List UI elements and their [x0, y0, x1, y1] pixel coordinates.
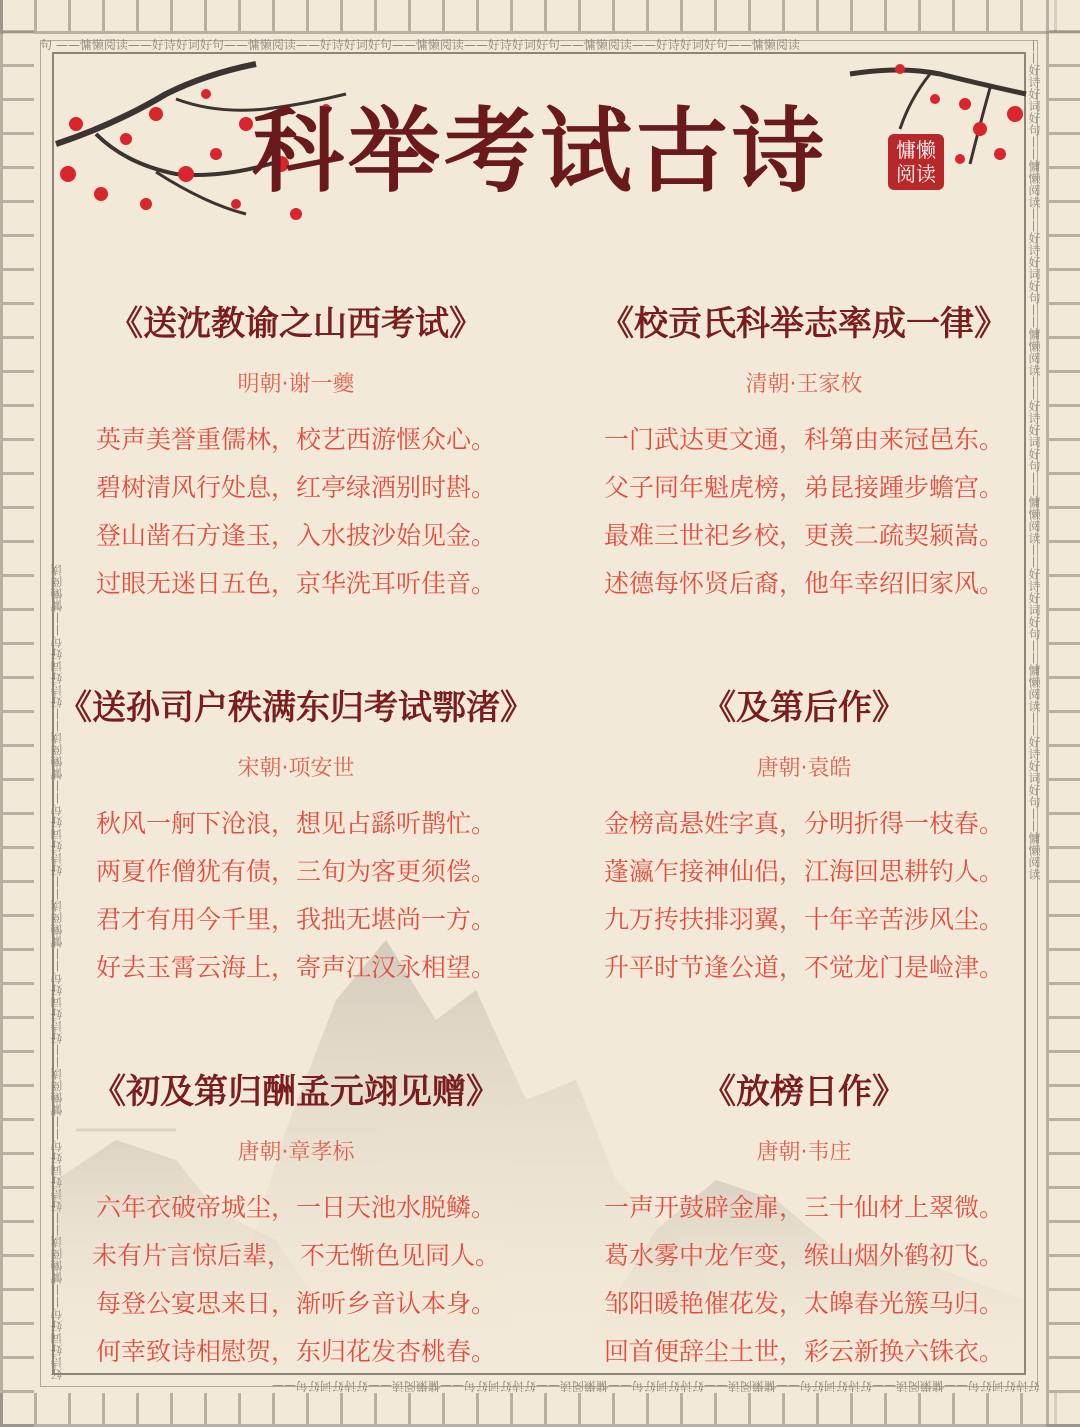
border-text-bottom: 好诗好词好句——慵懒阅读——好诗好词好句——慵懒阅读——好诗好词好句——慵懒阅读——好诗好词好句——慵懒阅读——好诗好词好句—— — [271, 1379, 1040, 1393]
poem-author: 唐朝·韦庄 — [756, 1140, 852, 1165]
poem-title: 《初及第归酬孟元翊见赠》 — [92, 1072, 500, 1112]
poem-line: 回首便辞尘土世，彩云新换六铢衣。 — [603, 1337, 1004, 1366]
poem-card — [564, 1064, 1044, 1376]
border-pattern-right — [1046, 0, 1080, 1427]
poem-line: 升平时节逢公道，不觉龙门是崄津。 — [603, 953, 1004, 982]
poem-line: 述德每怀贤后裔，他年幸绍旧家风。 — [603, 569, 1004, 598]
poem-card — [56, 680, 536, 992]
poem-card — [564, 296, 1044, 608]
border-text-left: 好诗好词好句——慵懒阅读——好诗好词好句——慵懒阅读——好诗好词好句——慵懒阅读——好诗好词好句——慵懒阅读——好诗好词好句——慵懒阅读 — [50, 564, 64, 1380]
page-title: 科举考试古诗 — [251, 97, 828, 205]
poem-line: 好去玉霄云海上，寄声江汉永相望。 — [95, 953, 496, 982]
poem-card — [564, 680, 1044, 992]
poem-line: 父子同年魁虎榜，弟昆接踵步蟾宫。 — [603, 473, 1004, 502]
poem-lines — [564, 416, 1044, 608]
poem-title: 《校贡氏科举志率成一律》 — [600, 304, 1008, 344]
poem-line: 最难三世祀乡校，更羡二疏契颍嵩。 — [603, 521, 1004, 550]
poem-author: 清朝·王家枚 — [745, 372, 863, 397]
poem-line: 金榜高悬姓字真，分明折得一枝春。 — [603, 809, 1004, 838]
poem-line: 英声美誉重儒林，校艺西游惬众心。 — [95, 425, 496, 454]
poem-title: 《送沈教谕之山西考试》 — [109, 304, 483, 344]
poem-lines — [56, 1184, 536, 1376]
poem-card — [56, 296, 536, 608]
border-pattern-top — [0, 0, 1080, 34]
poem-line: 碧树清风行处息，红亭绿酒别时斟。 — [95, 473, 496, 502]
poem-line: 未有片言惊后辈， 不无惭色见同人。 — [92, 1241, 500, 1270]
seal-line: 阅读 — [896, 162, 936, 186]
border-pattern-left — [0, 0, 34, 1427]
poem-line: 每登公宴思来日，渐听乡音认本身。 — [95, 1289, 496, 1318]
poem-lines — [56, 800, 536, 992]
poem-line: 登山凿石方逢玉，入水披沙始见金。 — [95, 521, 496, 550]
poem-lines — [564, 1184, 1044, 1376]
poem-line: 一门武达更文通，科第由来冠邑东。 — [603, 425, 1004, 454]
poem-line: 六年衣破帝城尘，一日天池水脱鳞。 — [95, 1193, 496, 1222]
poem-line: 九万抟扶排羽翼，十年辛苦涉风尘。 — [603, 905, 1004, 934]
poem-line: 过眼无迷日五色，京华洗耳听佳音。 — [95, 569, 496, 598]
poem-author: 宋朝·项安世 — [237, 756, 355, 781]
poem-line: 蓬瀛乍接神仙侣，江海回思耕钓人。 — [603, 857, 1004, 886]
poem-author: 明朝·谢一夔 — [237, 372, 355, 397]
seal-line: 慵懒 — [896, 138, 936, 162]
poem-author: 唐朝·章孝标 — [237, 1140, 355, 1165]
seal-stamp — [888, 134, 944, 190]
border-text-right: ——好诗好词好句——慵懒阅读——好诗好词好句——慵懒阅读——好诗好词好句——慵懒阅读——好诗好词好句——慵懒阅读——好诗好词好句——慵懒阅读 — [1027, 40, 1041, 880]
poem-line: 一声开鼓辟金扉，三十仙材上翠微。 — [603, 1193, 1004, 1222]
poem-line: 两夏作僧犹有债，三旬为客更须偿。 — [95, 857, 496, 886]
poem-lines — [56, 416, 536, 608]
poem-line: 何幸致诗相慰贺，东归花发杏桃春。 — [95, 1337, 496, 1366]
poem-line: 邹阳暖艳催花发，太皞春光簇马归。 — [603, 1289, 1004, 1318]
poem-card — [56, 1064, 536, 1376]
poem-line: 君才有用今千里，我拙无堪尚一方。 — [95, 905, 496, 934]
poem-line: 葛水雾中龙乍变，缑山烟外鹤初飞。 — [603, 1241, 1004, 1270]
poem-author: 唐朝·袁皓 — [756, 756, 852, 781]
poem-line: 秋风一舸下沧浪，想见占繇听鹊忙。 — [95, 809, 496, 838]
poem-title: 《放榜日作》 — [702, 1072, 906, 1112]
border-pattern-bottom — [0, 1393, 1080, 1427]
poem-title: 《及第后作》 — [702, 688, 906, 728]
border-text-top: 句 ——慵懒阅读——好诗好词好句——慵懒阅读——好诗好词好句——慵懒阅读——好诗好词好句——慵懒阅读——好诗好词好句——慵懒阅读 — [40, 38, 800, 52]
poem-title: 《送孙司户秩满东归考试鄂渚》 — [58, 688, 534, 728]
poem-lines — [564, 800, 1044, 992]
